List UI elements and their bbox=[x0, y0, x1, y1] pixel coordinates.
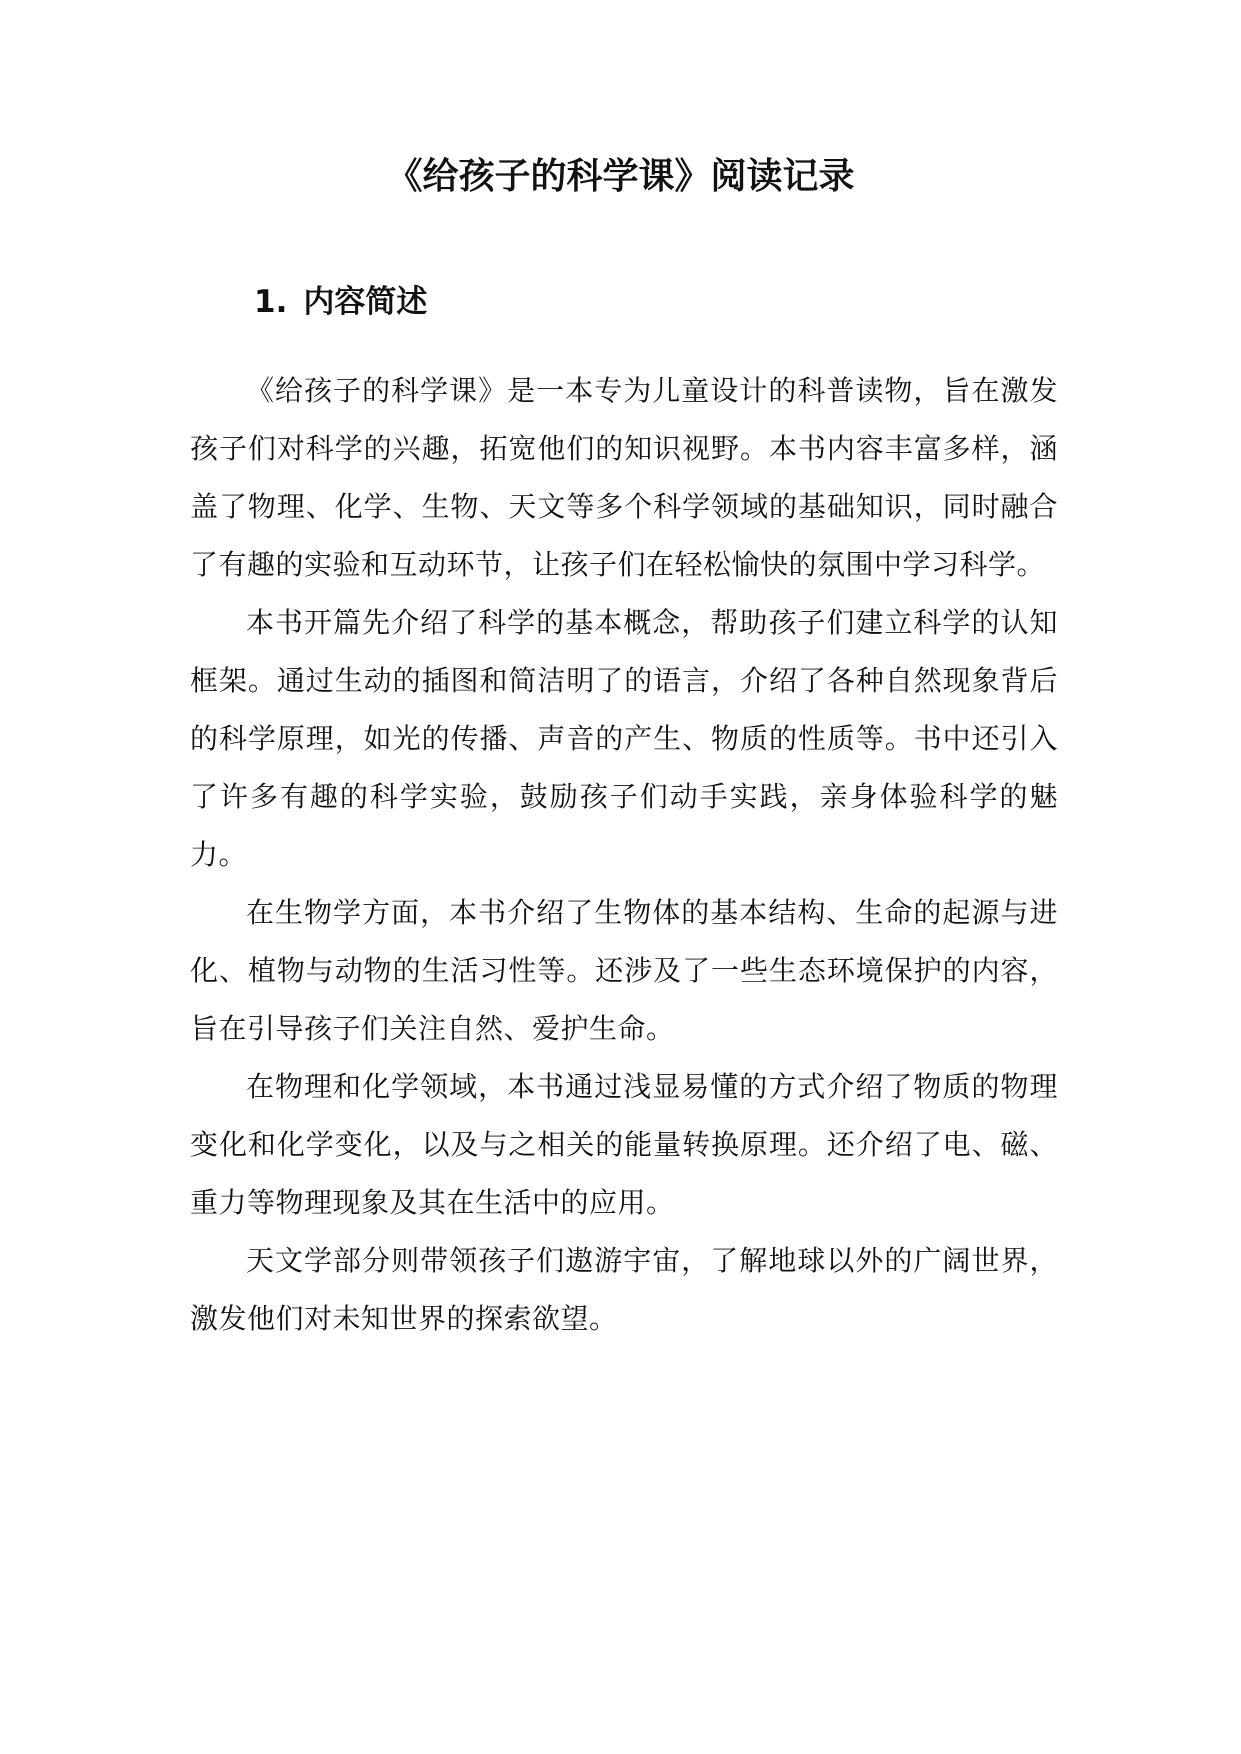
paragraph-basic-concepts: 本书开篇先介绍了科学的基本概念，帮助孩子们建立科学的认知框架。通过生动的插图和简洁明了的语言，介绍了各种自然现象背后的科学原理，如光的传播、声音的产生、物质的性质等。书中还引入了许多有趣的科学实验，鼓励孩子们动手实践，亲身体验科学的魅力。 bbox=[190, 606, 1058, 871]
paragraph-intro: 《给孩子的科学课》是一本专为儿童设计的科普读物，旨在激发孩子们对科学的兴趣，拓宽他们的知识视野。本书内容丰富多样，涵盖了物理、化学、生物、天文等多个科学领域的基础知识，同时融合了有趣的实验和互动环节，让孩子们在轻松愉快的氛围中学习科学。 bbox=[190, 374, 1058, 581]
section-number: 1. bbox=[254, 284, 288, 320]
paragraph-biology: 在生物学方面，本书介绍了生物体的基本结构、生命的起源与进化、植物与动物的生活习性等。还涉及了一些生态环境保护的内容，旨在引导孩子们关注自然、爱护生命。 bbox=[190, 896, 1058, 1045]
section-title: 内容简述 bbox=[303, 284, 428, 320]
section-heading bbox=[254, 279, 427, 325]
document-title: 《给孩子的科学课》阅读记录 bbox=[386, 156, 855, 197]
paragraph-physics-chemistry: 在物理和化学领域，本书通过浅显易懂的方式介绍了物质的物理变化和化学变化，以及与之相关的能量转换原理。还介绍了电、磁、重力等物理现象及其在生活中的应用。 bbox=[190, 1070, 1058, 1219]
section-body bbox=[190, 362, 1058, 1348]
paragraph-astronomy: 天文学部分则带领孩子们遨游宇宙，了解地球以外的广阔世界，激发他们对未知世界的探索欲望。 bbox=[190, 1244, 1058, 1335]
